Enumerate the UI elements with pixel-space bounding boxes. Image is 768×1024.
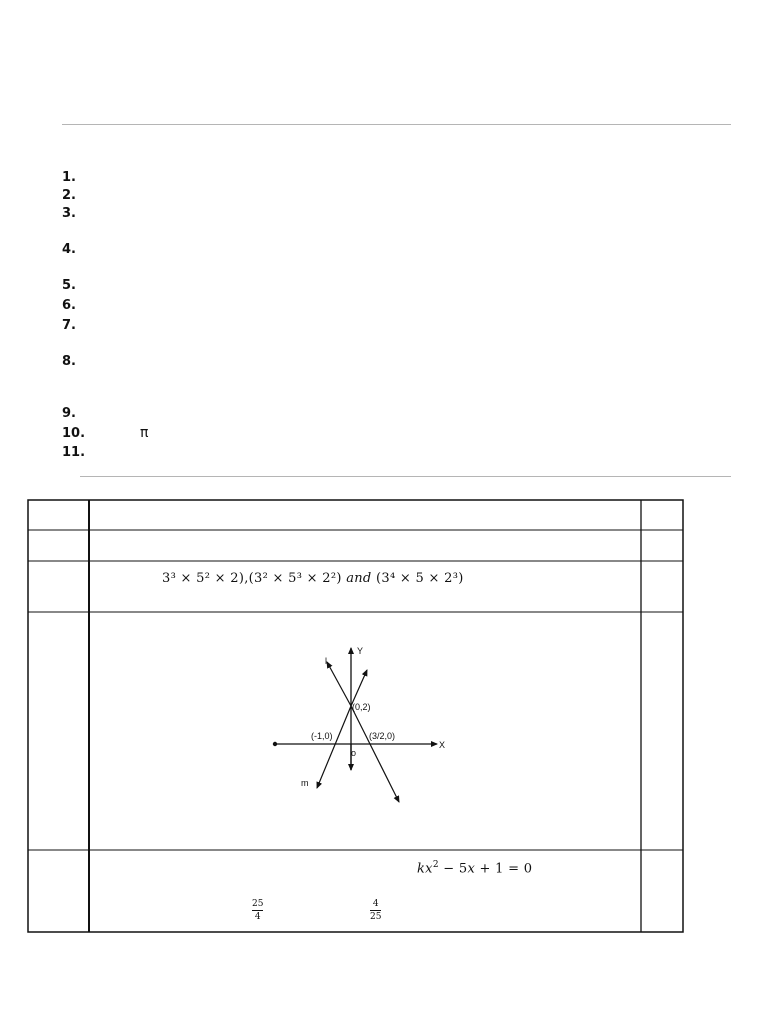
pi-symbol: π [140,425,149,441]
list-number: 4. [62,242,76,257]
factor-expression [162,571,464,586]
list-number: 5. [62,278,76,293]
point-left-label: (-1,0) [311,731,333,741]
equation-term: − 5 [438,861,468,877]
list-number: 8. [62,354,76,369]
line-l-extension [351,706,399,802]
expression-part: (3⁴ × 5 × 2³) [371,571,464,586]
equation-term: kx [417,861,433,877]
fraction-bar [370,910,381,911]
point-right-label: (3/2,0) [369,731,396,741]
line-l-label: l [325,656,327,666]
fraction-bar [252,910,263,911]
line-m-label: m [301,778,309,788]
list-number: 9. [62,406,76,421]
expression-part: 3³ × 5² × 2),(3² × 5³ × 2²) [162,571,347,586]
x-axis-label: X [439,740,446,750]
list-number: 2. [62,188,76,203]
linear-graph-figure [265,640,455,810]
equation-exponent: 2 [432,860,439,870]
line-m-extension [317,706,351,788]
fraction-option-b [370,899,381,922]
y-intercept-label: (0,2) [352,702,371,712]
equation-term: + 1 = 0 [475,861,533,877]
quadratic-equation [417,860,532,876]
fraction-option-a [252,899,263,922]
line-m [351,670,367,706]
list-number: 11. [62,445,86,460]
fraction-numerator: 4 [372,899,379,909]
list-number: 7. [62,318,76,333]
x-axis-end-dot [273,742,277,746]
fraction-numerator: 25 [252,899,264,909]
fraction-denominator: 25 [370,912,382,922]
line-l [327,662,351,706]
list-number: 3. [62,206,76,221]
list-number: 10. [62,426,86,441]
list-number: 6. [62,298,76,313]
origin-label: o [351,748,357,758]
equation-variable: x [467,861,476,877]
expression-and: and [346,571,372,586]
y-axis-label: Y [357,646,364,656]
list-number: 1. [62,170,76,185]
fraction-denominator: 4 [254,912,261,922]
